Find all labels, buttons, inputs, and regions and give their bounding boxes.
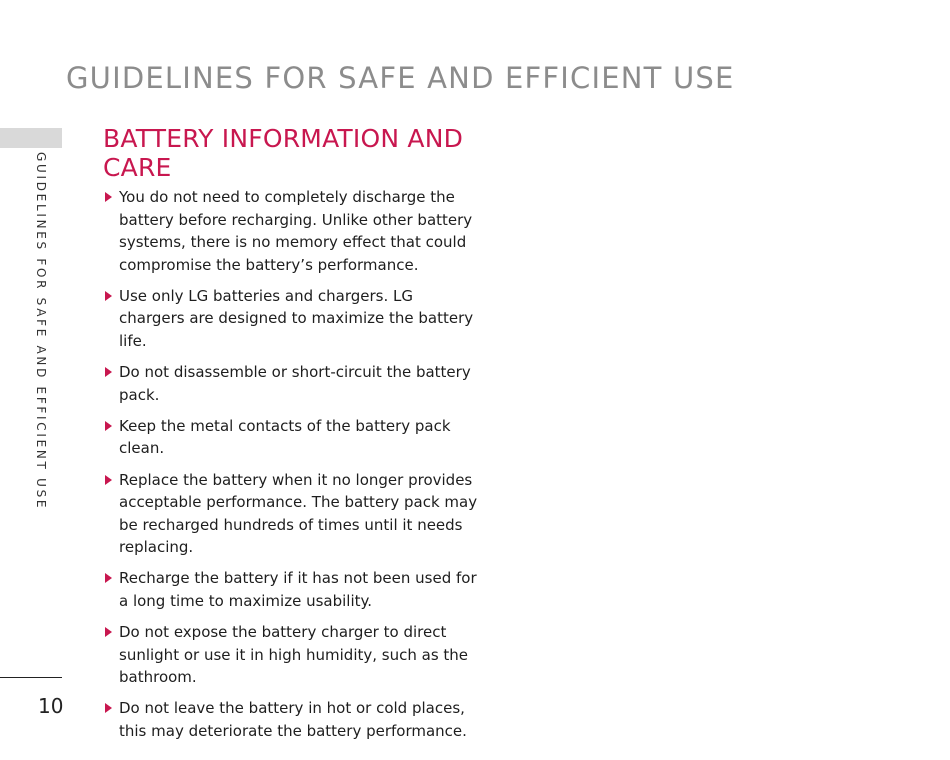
bullet-text: You do not need to completely discharge the battery before recharging. Unlike other battery systems, there is no memory effect that could compromise the battery’s performance. xyxy=(119,188,473,274)
battery-guidelines-list xyxy=(103,186,483,743)
bullet-arrow-icon xyxy=(105,627,112,637)
battery-info-section xyxy=(103,124,483,751)
side-tab-marker xyxy=(0,128,62,148)
section-title-line1: BATTERY INFORMATION AND xyxy=(103,124,464,153)
bullet-text: Replace the battery when it no longer provides acceptable performance. The battery pack may be recharged hundreds of times until it needs replacing. xyxy=(119,470,478,557)
section-title-line2: CARE xyxy=(103,153,172,182)
list-item xyxy=(103,285,483,353)
bullet-arrow-icon xyxy=(105,192,112,202)
bullet-text: Do not leave the battery in hot or cold places, this may deteriorate the battery performance. xyxy=(119,699,467,740)
bullet-arrow-icon xyxy=(105,367,112,377)
bullet-arrow-icon xyxy=(105,421,112,431)
list-item xyxy=(103,361,483,406)
list-item xyxy=(103,697,483,742)
section-title xyxy=(103,124,483,182)
page-number: 10 xyxy=(38,694,64,718)
bullet-arrow-icon xyxy=(105,475,112,485)
footer-divider xyxy=(0,677,62,678)
bullet-arrow-icon xyxy=(105,291,112,301)
bullet-text: Use only LG batteries and chargers. LG chargers are designed to maximize the battery life. xyxy=(119,286,474,351)
bullet-text: Do not disassemble or short-circuit the battery pack. xyxy=(119,363,471,404)
list-item xyxy=(103,186,483,276)
list-item xyxy=(103,415,483,460)
bullet-text: Keep the metal contacts of the battery pack clean. xyxy=(119,416,451,458)
bullet-arrow-icon xyxy=(105,573,112,583)
list-item xyxy=(103,567,483,612)
page-header-title: GUIDELINES FOR SAFE AND EFFICIENT USE xyxy=(66,61,735,96)
side-chapter-label: GUIDELINES FOR SAFE AND EFFICIENT USE xyxy=(34,152,48,511)
bullet-text: Do not expose the battery charger to direct sunlight or use it in high humidity, such as the bathroom. xyxy=(119,623,469,687)
bullet-text: Recharge the battery if it has not been used for a long time to maximize usability. xyxy=(119,569,477,610)
list-item xyxy=(103,621,483,689)
list-item xyxy=(103,469,483,559)
bullet-arrow-icon xyxy=(105,703,112,713)
